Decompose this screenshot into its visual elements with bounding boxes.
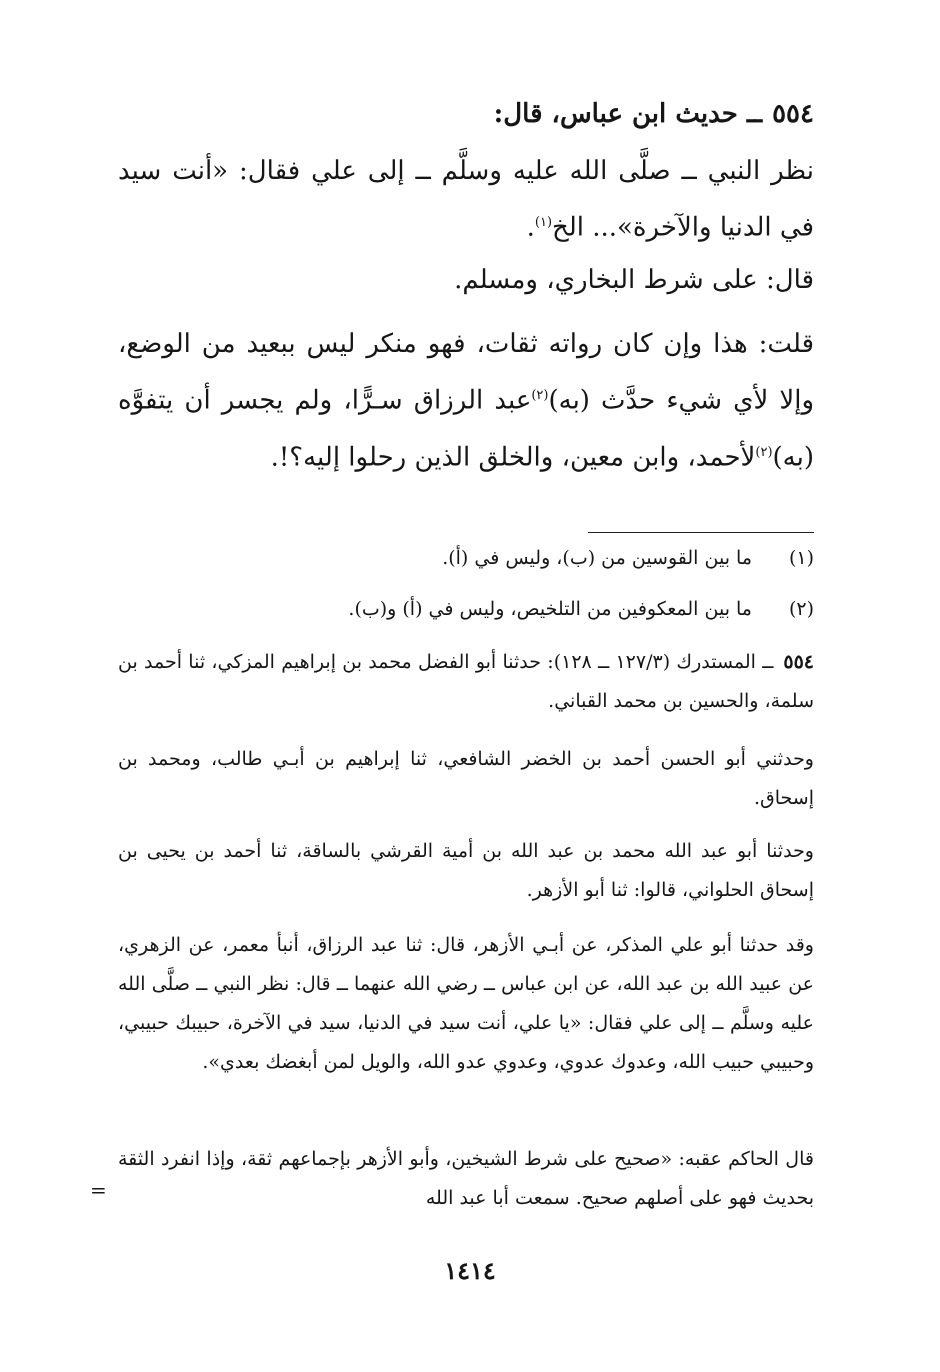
reference-number: ٥٥٤ — [783, 651, 815, 673]
hadith-number: ٥٥٤ — [772, 99, 814, 129]
hadith-heading — [494, 88, 814, 140]
continuation-mark: = — [90, 1178, 107, 1202]
footnote-1-text: ما بين القوسين من (ب)، وليس في (أ). — [442, 547, 752, 569]
footnote-2 — [118, 589, 814, 629]
footnote-2-number: (٢) — [788, 598, 814, 620]
commentary-part-b: عبد الرزاق سـرًّا، ولم يجسر أن يتفوَّه (به) — [118, 385, 814, 473]
reference-text-4: وقد حدثنا أبو علي المذكر، عن أبـي الأزهر، قال: ثنا عبد الرزاق، أنبأ معمر، عن الزهري، عن عبيد الله بن عبد الله، عن ابن عباس ــ رضي الله عنهما ــ قال: نظر النبي ــ صلَّى الله عليه وسلَّم ــ إلى علي فقال: «يا علي، أنت سيد في الدنيا، سيد في الآخرة، حبيبك حبيبي، وحبيبي حبيب الله، وعدوك عدوي، وعدوي عدو الله، والويل لمن أبغضك بعدي». — [118, 934, 814, 1073]
hadith-title: ــ حديث ابن عباس، قال: — [493, 99, 763, 129]
footnote-ref-2a: (٢) — [531, 388, 549, 403]
reference-text-1: المستدرك (١٢٧/٣ ــ ١٢٨): حدثنا أبو الفضل محمد بن إبراهيم المزكي، ثنا أحمد بن سلمة، والحسين بن محمد القباني. — [118, 651, 814, 712]
commentary-paragraph — [118, 318, 814, 483]
reference-paragraph-1 — [118, 643, 814, 721]
reference-paragraph-3 — [118, 832, 814, 910]
grading-text: قال: على شرط البخاري، ومسلم. — [454, 265, 814, 295]
footnote-ref-1: (١) — [534, 215, 553, 230]
reference-text-5: قال الحاكم عقبه: «صحيح على شرط الشيخين، وأبو الأزهر بإجماعهم ثقة، وإذا انفرد الثقة بحديث فهو على أصلهم صحيح. سمعت أبا عبد الله — [118, 1148, 814, 1209]
reference-paragraph-4 — [118, 926, 814, 1082]
footnote-2-text: ما بين المعكوفين من التلخيص، وليس في (أ) و(ب). — [348, 598, 752, 620]
reference-paragraph-2 — [118, 740, 814, 818]
hadith-text-body: نظر النبي ــ صلَّى الله عليه وسلَّم ــ إلى علي فقال: «أنت سيد في الدنيا والآخرة»... الخ — [118, 156, 814, 243]
footnote-separator — [588, 532, 814, 533]
footnote-1-number: (١) — [788, 547, 814, 569]
reference-dash: ــ — [762, 651, 774, 673]
page-number: ١٤١٤ — [444, 1256, 496, 1285]
hadith-text — [118, 145, 814, 254]
reference-paragraph-5 — [118, 1140, 814, 1218]
reference-text-3: وحدثنا أبو عبد الله محمد بن عبد الله بن أمية القرشي بالساقة، ثنا أحمد بن يحيى بن إسحاق الحلواني، قالوا: ثنا أبو الأزهر. — [118, 840, 814, 901]
reference-text-2: وحدثني أبو الحسن أحمد بن الخضر الشافعي، ثنا إبراهيم بن أبـي طالب، ومحمد بن إسحاق. — [118, 748, 814, 809]
footnote-ref-2b: (٢) — [755, 444, 773, 460]
commentary-part-c: لأحمد، وابن معين، والخلق الذين رحلوا إليه؟!. — [270, 442, 756, 473]
footnote-1 — [118, 538, 814, 578]
grading-paragraph — [118, 254, 814, 306]
hadith-text-end: . — [526, 212, 535, 243]
commentary-part-a: قلت: هذا وإن كان رواته ثقات، فهو منكر ليس ببعيد من الوضع، وإلا لأي شيء حدَّث (به) — [118, 329, 814, 416]
